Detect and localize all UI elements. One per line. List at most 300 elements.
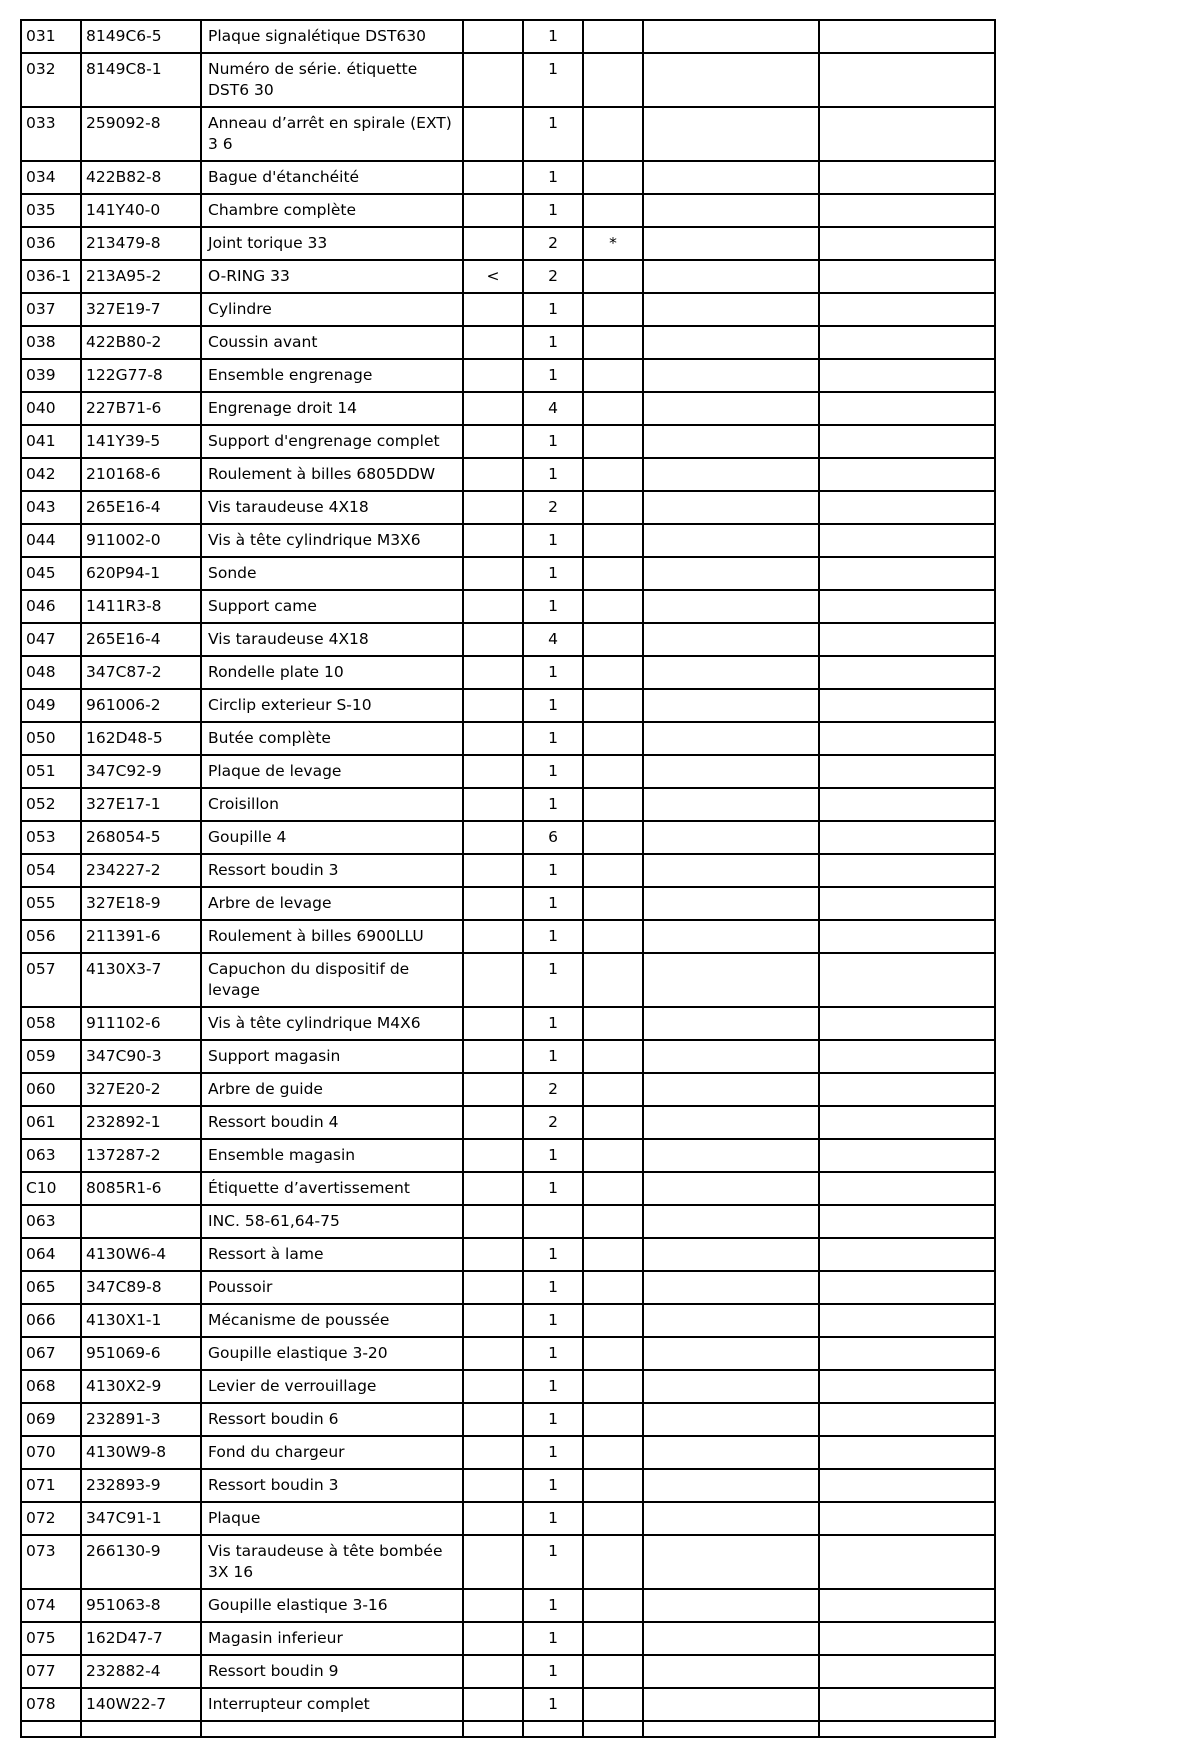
table-row (21, 1469, 995, 1502)
change-mark (463, 1688, 523, 1721)
empty-cell (643, 1304, 819, 1337)
part-number: 347C87-2 (81, 656, 201, 689)
empty-cell (643, 656, 819, 689)
table-row (21, 623, 995, 656)
part-number: 620P94-1 (81, 557, 201, 590)
empty-cell (819, 1073, 995, 1106)
empty-cell (819, 1205, 995, 1238)
part-number: 140W22-7 (81, 1688, 201, 1721)
note-mark (583, 821, 643, 854)
part-number: 4130X3-7 (81, 953, 201, 1007)
part-number: 162D47-7 (81, 1622, 201, 1655)
note-mark (583, 854, 643, 887)
note-mark: * (583, 227, 643, 260)
part-description: Support magasin (201, 1040, 463, 1073)
table-row (21, 1238, 995, 1271)
empty-cell (643, 755, 819, 788)
empty-cell (643, 491, 819, 524)
change-mark (463, 161, 523, 194)
table-row (21, 821, 995, 854)
item-number: 041 (21, 425, 81, 458)
item-number: 045 (21, 557, 81, 590)
table-row (21, 107, 995, 161)
item-number: 067 (21, 1337, 81, 1370)
note-mark (583, 1172, 643, 1205)
note-mark (583, 20, 643, 53)
table-row (21, 788, 995, 821)
note-mark (583, 1205, 643, 1238)
empty-cell (819, 1403, 995, 1436)
change-mark (463, 359, 523, 392)
quantity: 1 (523, 107, 583, 161)
part-description: Cylindre (201, 293, 463, 326)
quantity: 1 (523, 1370, 583, 1403)
note-mark (583, 1007, 643, 1040)
empty-cell (643, 953, 819, 1007)
empty-cell (201, 1721, 463, 1737)
empty-cell (643, 1589, 819, 1622)
table-row (21, 755, 995, 788)
item-number: 043 (21, 491, 81, 524)
part-description: Sonde (201, 557, 463, 590)
empty-cell (643, 1271, 819, 1304)
empty-cell (819, 1139, 995, 1172)
part-description: Fond du chargeur (201, 1436, 463, 1469)
change-mark (463, 920, 523, 953)
part-description: Arbre de guide (201, 1073, 463, 1106)
change-mark (463, 887, 523, 920)
note-mark (583, 557, 643, 590)
empty-cell (819, 392, 995, 425)
table-row (21, 689, 995, 722)
table-row (21, 1304, 995, 1337)
empty-cell (643, 854, 819, 887)
note-mark (583, 425, 643, 458)
table-row (21, 260, 995, 293)
note-mark (583, 689, 643, 722)
part-number: 259092-8 (81, 107, 201, 161)
empty-cell (819, 1040, 995, 1073)
part-number: 327E19-7 (81, 293, 201, 326)
change-mark (463, 689, 523, 722)
part-number: 327E17-1 (81, 788, 201, 821)
table-row (21, 293, 995, 326)
empty-cell (819, 590, 995, 623)
table-row (21, 920, 995, 953)
table-row (21, 458, 995, 491)
note-mark (583, 590, 643, 623)
part-number: 4130X1-1 (81, 1304, 201, 1337)
part-description: Engrenage droit 14 (201, 392, 463, 425)
empty-cell (523, 1721, 583, 1737)
empty-cell (643, 1403, 819, 1436)
empty-cell (819, 425, 995, 458)
note-mark (583, 788, 643, 821)
empty-cell (643, 1337, 819, 1370)
note-mark (583, 1304, 643, 1337)
empty-cell (819, 1655, 995, 1688)
quantity: 1 (523, 293, 583, 326)
note-mark (583, 392, 643, 425)
item-number: 059 (21, 1040, 81, 1073)
part-description: Croisillon (201, 788, 463, 821)
part-description: Levier de verrouillage (201, 1370, 463, 1403)
note-mark (583, 326, 643, 359)
table-row (21, 194, 995, 227)
note-mark (583, 359, 643, 392)
part-number: 266130-9 (81, 1535, 201, 1589)
change-mark (463, 1337, 523, 1370)
part-description: Butée complète (201, 722, 463, 755)
item-number: 072 (21, 1502, 81, 1535)
item-number: 075 (21, 1622, 81, 1655)
part-number: 141Y39-5 (81, 425, 201, 458)
empty-cell (643, 920, 819, 953)
empty-cell (643, 1535, 819, 1589)
empty-cell (21, 1721, 81, 1737)
part-description: Support came (201, 590, 463, 623)
quantity: 2 (523, 1073, 583, 1106)
item-number: 049 (21, 689, 81, 722)
empty-cell (819, 161, 995, 194)
empty-cell (819, 194, 995, 227)
empty-cell (643, 788, 819, 821)
note-mark (583, 755, 643, 788)
part-number: 347C91-1 (81, 1502, 201, 1535)
empty-cell (819, 1502, 995, 1535)
quantity: 1 (523, 854, 583, 887)
part-description: Étiquette d’avertissement (201, 1172, 463, 1205)
empty-cell (643, 1040, 819, 1073)
empty-cell (643, 590, 819, 623)
table-row (21, 161, 995, 194)
part-number: 4130W9-8 (81, 1436, 201, 1469)
note-mark (583, 161, 643, 194)
empty-cell (463, 1721, 523, 1737)
part-number: 951069-6 (81, 1337, 201, 1370)
quantity: 1 (523, 326, 583, 359)
empty-cell (819, 1172, 995, 1205)
change-mark (463, 491, 523, 524)
empty-cell (643, 1721, 819, 1737)
quantity: 1 (523, 689, 583, 722)
item-number: 034 (21, 161, 81, 194)
part-description: Bague d'étanchéité (201, 161, 463, 194)
table-row (21, 392, 995, 425)
item-number: 035 (21, 194, 81, 227)
item-number: 036-1 (21, 260, 81, 293)
quantity: 1 (523, 755, 583, 788)
change-mark (463, 1238, 523, 1271)
empty-cell (643, 623, 819, 656)
change-mark (463, 1535, 523, 1589)
note-mark (583, 1073, 643, 1106)
empty-cell (643, 425, 819, 458)
empty-cell (819, 1337, 995, 1370)
part-description: Magasin inferieur (201, 1622, 463, 1655)
item-number: C10 (21, 1172, 81, 1205)
quantity: 1 (523, 788, 583, 821)
change-mark (463, 1040, 523, 1073)
empty-cell (819, 887, 995, 920)
note-mark (583, 1436, 643, 1469)
item-number: 051 (21, 755, 81, 788)
note-mark (583, 1469, 643, 1502)
empty-cell (643, 1502, 819, 1535)
item-number: 065 (21, 1271, 81, 1304)
change-mark (463, 1589, 523, 1622)
table-row (21, 53, 995, 107)
table-row (21, 557, 995, 590)
part-description: Coussin avant (201, 326, 463, 359)
part-number: 234227-2 (81, 854, 201, 887)
empty-cell (819, 755, 995, 788)
quantity: 6 (523, 821, 583, 854)
change-mark (463, 1139, 523, 1172)
item-number: 058 (21, 1007, 81, 1040)
part-description: Ressort boudin 3 (201, 854, 463, 887)
empty-cell (643, 1073, 819, 1106)
empty-cell (643, 821, 819, 854)
empty-cell (643, 359, 819, 392)
quantity: 2 (523, 1106, 583, 1139)
note-mark (583, 920, 643, 953)
quantity: 2 (523, 260, 583, 293)
quantity: 1 (523, 920, 583, 953)
item-number: 060 (21, 1073, 81, 1106)
part-number: 327E18-9 (81, 887, 201, 920)
part-description: Support d'engrenage complet (201, 425, 463, 458)
part-description: O-RING 33 (201, 260, 463, 293)
part-description: Roulement à billes 6805DDW (201, 458, 463, 491)
empty-cell (819, 107, 995, 161)
quantity: 1 (523, 425, 583, 458)
part-description: Ensemble engrenage (201, 359, 463, 392)
item-number: 046 (21, 590, 81, 623)
quantity: 1 (523, 1139, 583, 1172)
table-row (21, 1040, 995, 1073)
item-number: 077 (21, 1655, 81, 1688)
part-description: Ressort boudin 4 (201, 1106, 463, 1139)
empty-cell (643, 1139, 819, 1172)
note-mark (583, 1139, 643, 1172)
item-number: 033 (21, 107, 81, 161)
note-mark (583, 458, 643, 491)
quantity: 1 (523, 1337, 583, 1370)
table-row-cut-off (21, 1721, 995, 1737)
table-row (21, 425, 995, 458)
part-description: Ensemble magasin (201, 1139, 463, 1172)
table-row (21, 590, 995, 623)
item-number: 057 (21, 953, 81, 1007)
part-number: 122G77-8 (81, 359, 201, 392)
empty-cell (819, 326, 995, 359)
note-mark (583, 1040, 643, 1073)
quantity: 4 (523, 623, 583, 656)
empty-cell (819, 1106, 995, 1139)
change-mark (463, 326, 523, 359)
quantity: 1 (523, 1502, 583, 1535)
note-mark (583, 107, 643, 161)
part-description: Vis à tête cylindrique M3X6 (201, 524, 463, 557)
table-row (21, 1622, 995, 1655)
empty-cell (643, 392, 819, 425)
empty-cell (819, 623, 995, 656)
quantity: 1 (523, 1535, 583, 1589)
change-mark (463, 1502, 523, 1535)
empty-cell (819, 53, 995, 107)
empty-cell (643, 227, 819, 260)
quantity (523, 1205, 583, 1238)
part-description: Numéro de série. étiquette DST6 30 (201, 53, 463, 107)
part-number: 213A95-2 (81, 260, 201, 293)
part-description: Vis taraudeuse 4X18 (201, 491, 463, 524)
item-number: 038 (21, 326, 81, 359)
table-row (21, 1655, 995, 1688)
parts-table (20, 19, 996, 1738)
quantity: 1 (523, 1271, 583, 1304)
empty-cell (819, 1721, 995, 1737)
table-row (21, 491, 995, 524)
item-number: 054 (21, 854, 81, 887)
note-mark (583, 1589, 643, 1622)
empty-cell (643, 1172, 819, 1205)
part-number: 347C92-9 (81, 755, 201, 788)
item-number: 056 (21, 920, 81, 953)
quantity: 1 (523, 359, 583, 392)
change-mark (463, 524, 523, 557)
empty-cell (819, 1688, 995, 1721)
empty-cell (819, 1622, 995, 1655)
empty-cell (819, 1271, 995, 1304)
change-mark (463, 293, 523, 326)
part-description: Arbre de levage (201, 887, 463, 920)
table-row (21, 1589, 995, 1622)
table-row (21, 887, 995, 920)
quantity: 1 (523, 1688, 583, 1721)
change-mark (463, 1469, 523, 1502)
part-number: 162D48-5 (81, 722, 201, 755)
part-description: Plaque de levage (201, 755, 463, 788)
empty-cell (819, 557, 995, 590)
part-number: 1411R3-8 (81, 590, 201, 623)
part-description: Goupille elastique 3-16 (201, 1589, 463, 1622)
part-number: 4130X2-9 (81, 1370, 201, 1403)
note-mark (583, 1106, 643, 1139)
empty-cell (819, 1589, 995, 1622)
part-description: Vis à tête cylindrique M4X6 (201, 1007, 463, 1040)
change-mark (463, 788, 523, 821)
change-mark (463, 1304, 523, 1337)
change-mark (463, 590, 523, 623)
note-mark (583, 1403, 643, 1436)
table-row (21, 1073, 995, 1106)
change-mark: < (463, 260, 523, 293)
item-number: 037 (21, 293, 81, 326)
part-number: 911102-6 (81, 1007, 201, 1040)
change-mark (463, 392, 523, 425)
quantity: 1 (523, 590, 583, 623)
part-description: Joint torique 33 (201, 227, 463, 260)
note-mark (583, 1370, 643, 1403)
note-mark (583, 1502, 643, 1535)
item-number: 063 (21, 1139, 81, 1172)
quantity: 1 (523, 1007, 583, 1040)
change-mark (463, 20, 523, 53)
table-row (21, 854, 995, 887)
change-mark (463, 623, 523, 656)
item-number: 031 (21, 20, 81, 53)
part-number: 210168-6 (81, 458, 201, 491)
part-number: 422B80-2 (81, 326, 201, 359)
part-description: Ressort boudin 6 (201, 1403, 463, 1436)
part-number: 211391-6 (81, 920, 201, 953)
part-number: 8085R1-6 (81, 1172, 201, 1205)
note-mark (583, 623, 643, 656)
part-description: Mécanisme de poussée (201, 1304, 463, 1337)
item-number: 074 (21, 1589, 81, 1622)
part-number: 232891-3 (81, 1403, 201, 1436)
note-mark (583, 887, 643, 920)
part-description: Goupille elastique 3-20 (201, 1337, 463, 1370)
part-number: 911002-0 (81, 524, 201, 557)
part-number: 4130W6-4 (81, 1238, 201, 1271)
change-mark (463, 1007, 523, 1040)
part-number: 141Y40-0 (81, 194, 201, 227)
part-number: 347C90-3 (81, 1040, 201, 1073)
table-row (21, 1370, 995, 1403)
part-description: Plaque (201, 1502, 463, 1535)
empty-cell (583, 1721, 643, 1737)
empty-cell (643, 260, 819, 293)
quantity: 1 (523, 1622, 583, 1655)
empty-cell (819, 1304, 995, 1337)
item-number: 042 (21, 458, 81, 491)
change-mark (463, 1205, 523, 1238)
item-number: 053 (21, 821, 81, 854)
note-mark (583, 293, 643, 326)
change-mark (463, 953, 523, 1007)
empty-cell (819, 656, 995, 689)
item-number: 073 (21, 1535, 81, 1589)
item-number: 039 (21, 359, 81, 392)
change-mark (463, 854, 523, 887)
empty-cell (643, 326, 819, 359)
part-number: 268054-5 (81, 821, 201, 854)
table-row (21, 1337, 995, 1370)
quantity: 1 (523, 887, 583, 920)
note-mark (583, 1337, 643, 1370)
table-row (21, 1502, 995, 1535)
change-mark (463, 1073, 523, 1106)
part-number: 8149C8-1 (81, 53, 201, 107)
change-mark (463, 458, 523, 491)
quantity: 1 (523, 458, 583, 491)
empty-cell (643, 293, 819, 326)
note-mark (583, 656, 643, 689)
note-mark (583, 1655, 643, 1688)
part-description: Ressort à lame (201, 1238, 463, 1271)
empty-cell (819, 920, 995, 953)
item-number: 052 (21, 788, 81, 821)
part-number: 265E16-4 (81, 491, 201, 524)
part-description: Capuchon du dispositif de levage (201, 953, 463, 1007)
part-description: Chambre complète (201, 194, 463, 227)
part-description: INC. 58-61,64-75 (201, 1205, 463, 1238)
quantity: 1 (523, 194, 583, 227)
table-row (21, 1007, 995, 1040)
table-row (21, 1271, 995, 1304)
